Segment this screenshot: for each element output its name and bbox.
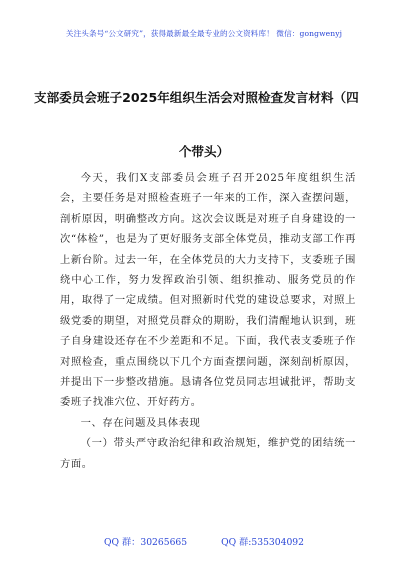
header-notice: 关注头条号“公文研究”，获得最新最全最专业的公文资料库！ 微信：gongwenyj [65,29,343,38]
document-title-line-1: 支部委员会班子2025年组织生活会对照检查发言材料（四 [34,90,359,105]
intro-paragraph: 今天，我们X支部委员会班子召开2025年度组织生活会，主要任务是对照检查班子一年来的工作，深入查摆问题，剖析原因，明确整改方向。这次会议既是对班子自身建设的一次“体检”，也是为了更好服务支部全体党员，推动支部工作再上新台阶。过去一年，在全体党员的大力支持下，支委班子围绕中心工作，努力发挥政治引领、组织推动、服务党员的作用，取得了一定成绩。但对照新时代党的建设总要求，对照上级党委的期望，对照党员群众的期盼，我们清醒地认识到，班子自身建设还存在不少差距和不足。下面，我代表支委班子作对照检查，重点围绕以下几个方面查摆问题，深刻剖析原因，并提出下一步整改措施。恳请各位党员同志坦诚批评，帮助支委班子找准穴位、开好药方。 [60,172,356,409]
footer-qq-group-1: QQ 群：30265665 [103,537,188,548]
document-title [34,71,374,179]
footer-contacts [0,534,408,548]
section-heading: 一、存在问题及具体表现 [80,416,201,429]
subsection-heading: （一）带头严守政治纪律和政治规矩，维护党的团结统一方面。 [60,437,356,470]
footer-qq-group-2: QQ 群:535304092 [221,537,304,548]
document-body [60,168,356,474]
document-title-line-2: 个带头） [178,144,230,159]
